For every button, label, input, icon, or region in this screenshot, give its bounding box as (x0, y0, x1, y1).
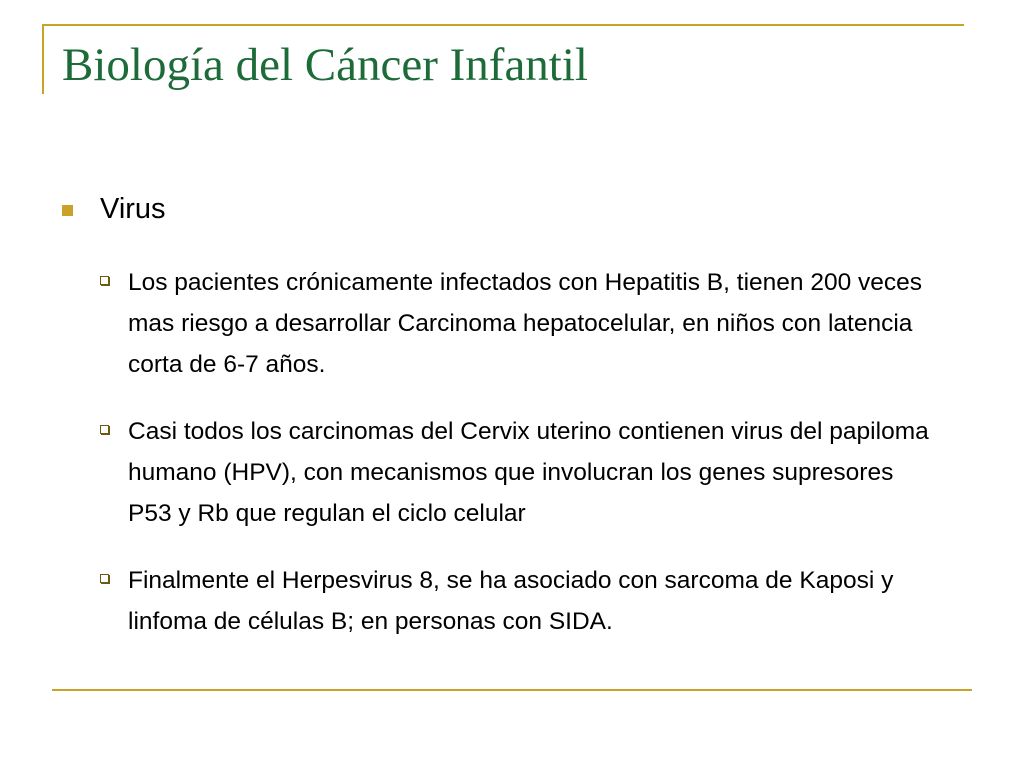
bullet-virus (62, 190, 962, 228)
frame-top-line (42, 24, 964, 26)
sub-bullet-item (100, 560, 962, 642)
sub-bullet-text: Los pacientes crónicamente infectados con Hepatitis B, tienen 200 veces mas riesgo a desarrollar Carcinoma hepatocelular, en niños con latencia corta de 6-7 años. (128, 269, 923, 378)
bullet-virus-label: Virus (100, 193, 166, 225)
sub-bullet-item (100, 262, 962, 385)
sub-bullet-list (62, 262, 962, 642)
sub-bullet-item (100, 411, 962, 534)
frame-bottom-line (52, 689, 972, 691)
slide-content (62, 190, 962, 668)
sub-bullet-text: Casi todos los carcinomas del Cervix uterino contienen virus del papiloma humano (HPV), con mecanismos que involucran los genes supresores P53 y Rb que regulan el ciclo celular (128, 418, 929, 527)
slide-title: Biología del Cáncer Infantil (62, 39, 588, 91)
hollow-square-bullet-icon (100, 425, 109, 434)
hollow-square-bullet-icon (100, 574, 109, 583)
frame-left-line (42, 24, 44, 94)
square-bullet-icon (62, 205, 73, 216)
hollow-square-bullet-icon (100, 276, 109, 285)
sub-bullet-text: Finalmente el Herpesvirus 8, se ha asociado con sarcoma de Kaposi y linfoma de células B; en personas con SIDA. (128, 567, 894, 635)
